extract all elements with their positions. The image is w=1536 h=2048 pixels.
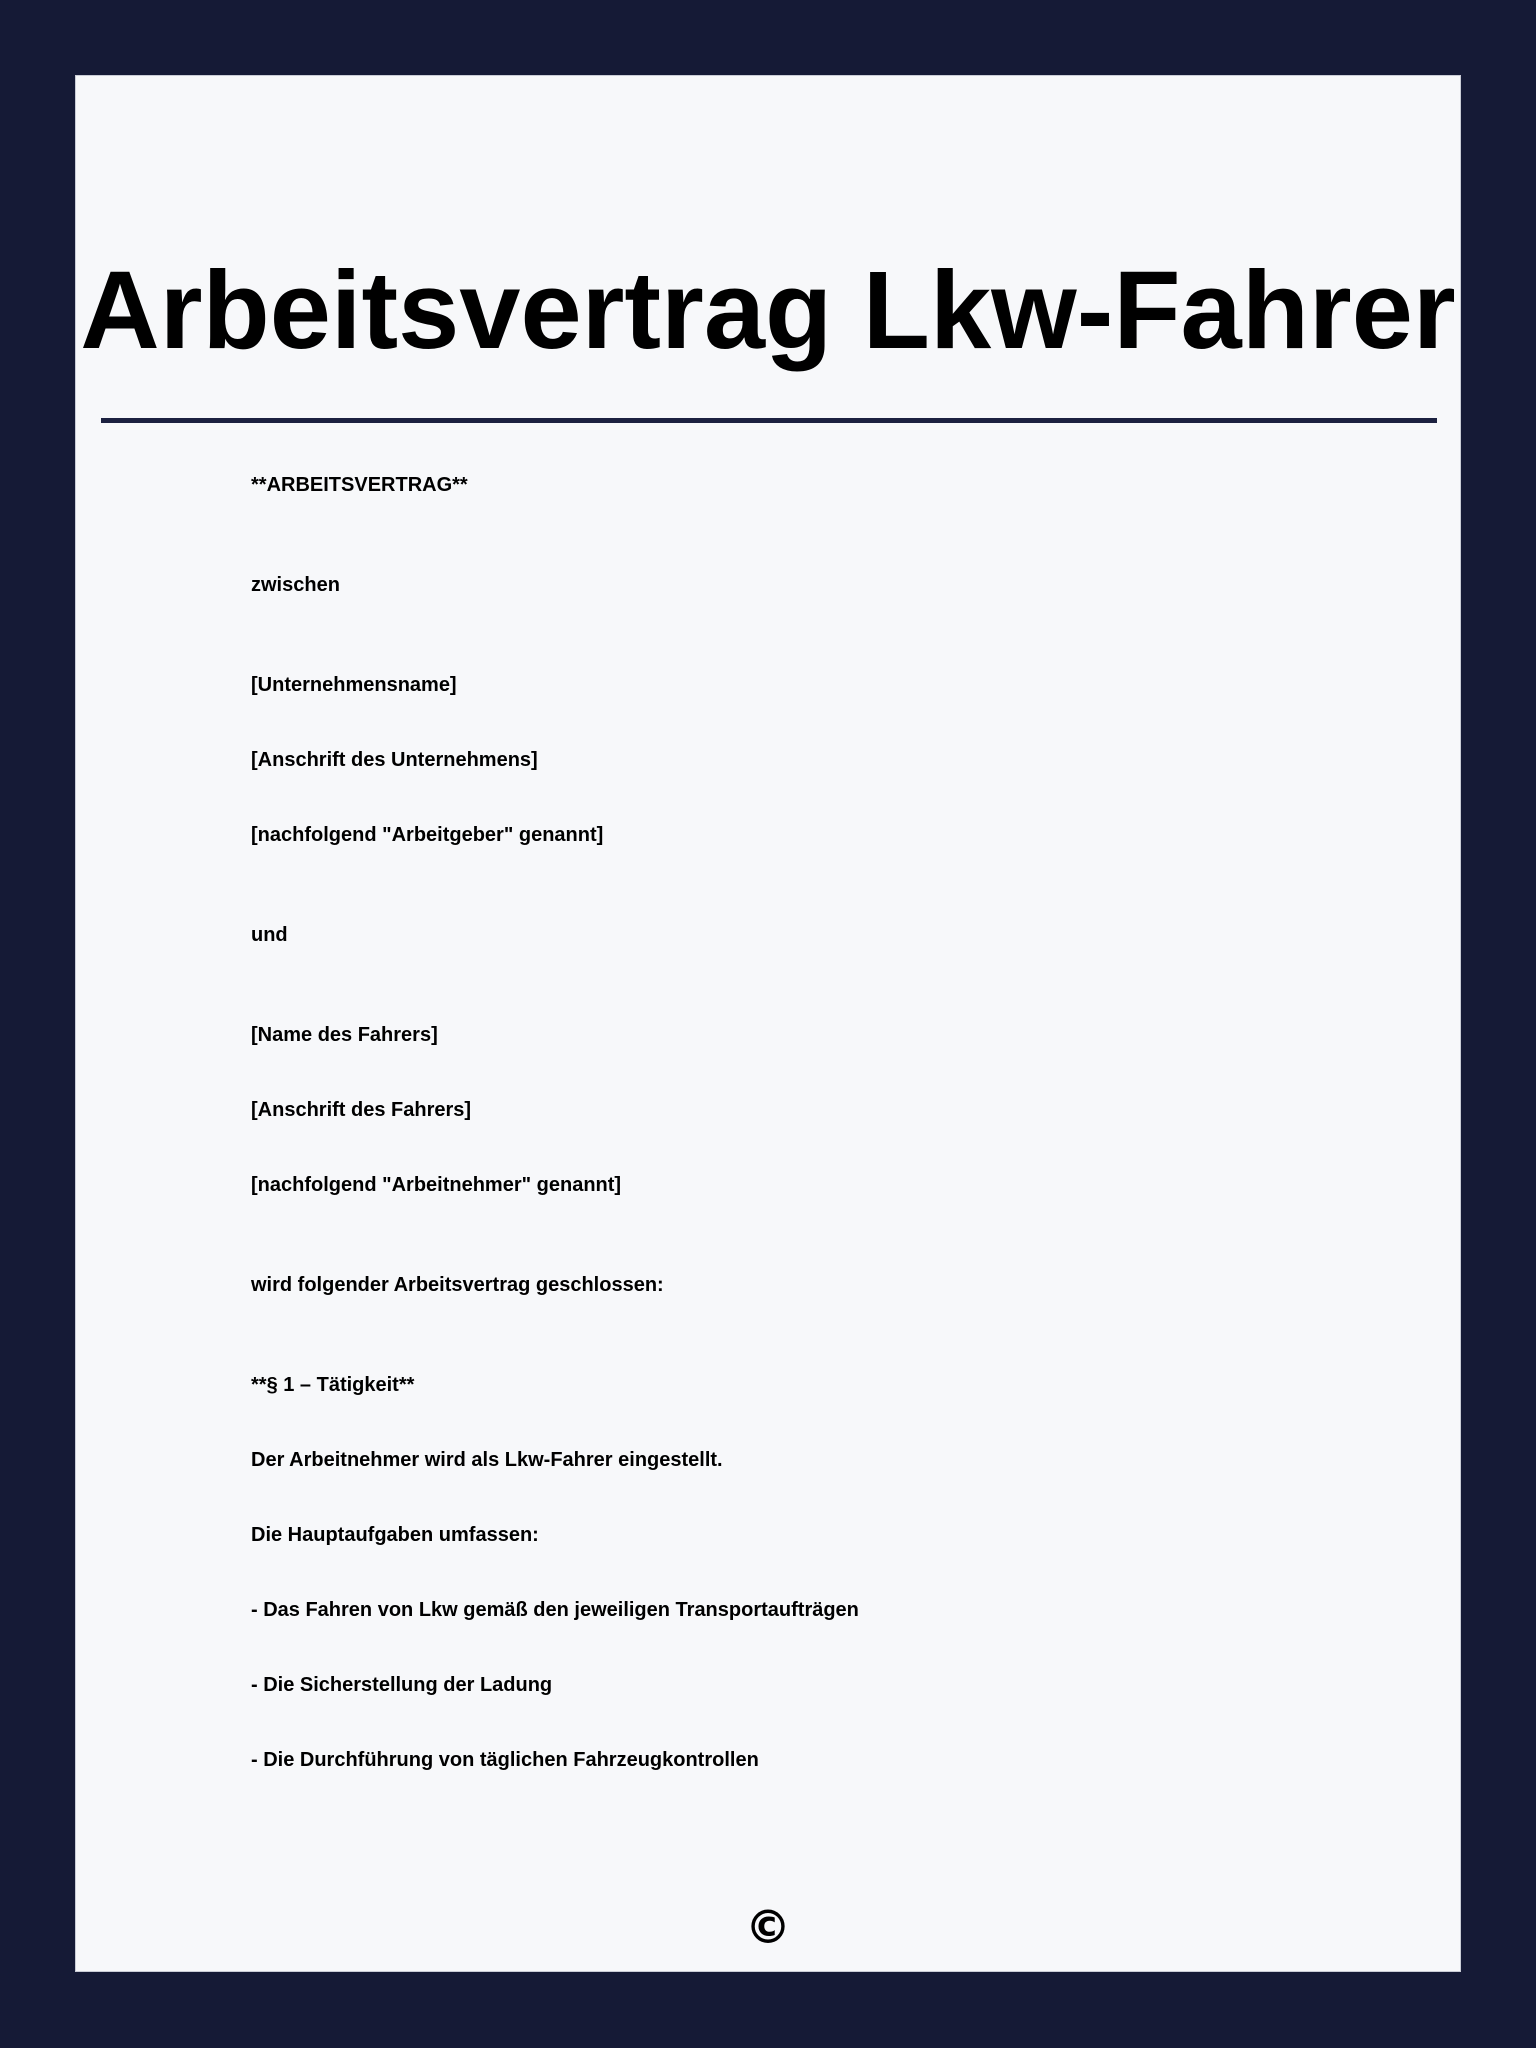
driver-address: [Anschrift des Fahrers]	[251, 1099, 472, 1121]
contract-line-zwischen: zwischen	[251, 574, 340, 596]
section-1-heading: **§ 1 – Tätigkeit**	[251, 1374, 415, 1396]
document-page	[75, 75, 1461, 1972]
task-item: - Die Durchführung von täglichen Fahrzeugkontrollen	[251, 1749, 759, 1771]
employee-designation: [nachfolgend "Arbeitnehmer" genannt]	[251, 1174, 622, 1196]
contract-line-und: und	[251, 924, 288, 946]
copyright-icon: ©	[745, 1900, 791, 1954]
driver-name: [Name des Fahrers]	[251, 1024, 438, 1046]
employer-name: [Unternehmensname]	[251, 674, 457, 696]
title-divider	[101, 418, 1437, 423]
section-1-tasks-intro: Die Hauptaufgaben umfassen:	[251, 1524, 539, 1546]
task-item: - Das Fahren von Lkw gemäß den jeweiligen Transportaufträgen	[251, 1599, 859, 1621]
employer-address: [Anschrift des Unternehmens]	[251, 749, 538, 771]
contract-heading: **ARBEITSVERTRAG**	[251, 474, 468, 496]
contract-intro: wird folgender Arbeitsvertrag geschlossen:	[251, 1274, 664, 1296]
document-title: Arbeitsvertrag Lkw-Fahrer	[80, 249, 1456, 372]
section-1-text: Der Arbeitnehmer wird als Lkw-Fahrer eingestellt.	[251, 1449, 723, 1471]
task-item: - Die Sicherstellung der Ladung	[251, 1674, 553, 1696]
employer-designation: [nachfolgend "Arbeitgeber" genannt]	[251, 824, 604, 846]
